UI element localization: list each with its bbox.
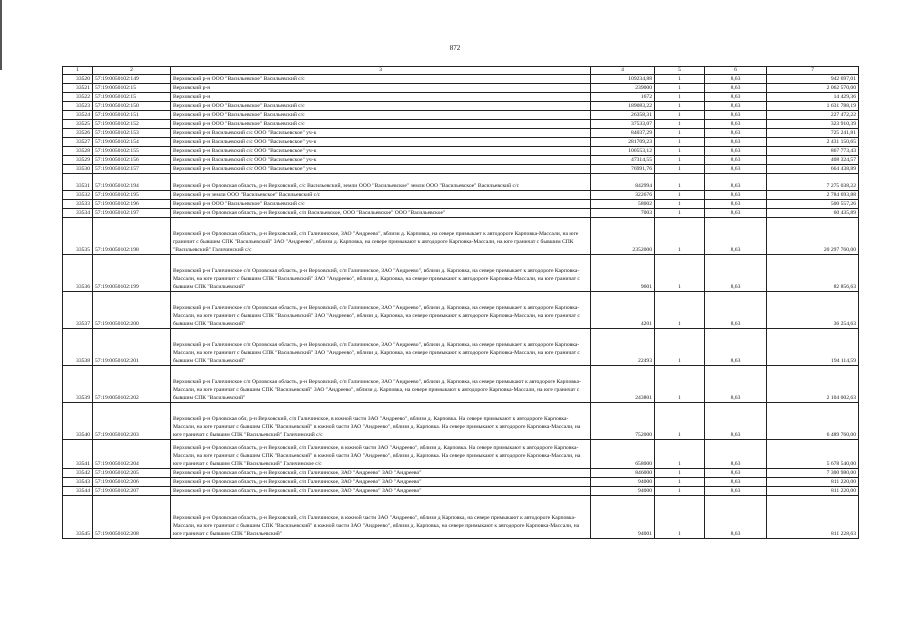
cadastral-value: 6 489 760,00 [767,403,859,440]
land-description: Верховский р-н Васильевский с/с ООО "Васильевское" уч-к [171,147,591,156]
table-row [63,156,859,165]
cadastral-value: 2 104 002,63 [767,366,859,403]
area-value: 94000 [591,478,655,487]
cadastral-number: 57:19:0050102:152 [93,120,171,129]
cadastral-value: 942 697,01 [767,75,859,84]
cadastral-number: 57:19:0050102:200 [93,292,171,329]
area-value: 94000 [591,487,655,496]
area-value: 100553,12 [591,147,655,156]
table-row [63,496,859,539]
table-row [63,138,859,147]
count-value: 1 [655,75,705,84]
land-description: Верховский р-н Васильевский с/с ООО "Васильевское" уч-к [171,165,591,174]
area-value: 1672 [591,93,655,102]
cadastral-number: 57:19:0050102:150 [93,102,171,111]
area-value: 322676 [591,191,655,200]
cadastral-number: 57:19:0050102:199 [93,255,171,292]
land-description: Верховский р-н Орловская область, р-н Верховский, с/п Галичинское, ЗАО "Андреево" ЗАО "Андреево" [171,478,591,487]
row-number: 33532 [63,191,93,200]
cadastral-value: 60 435,89 [767,209,859,218]
cadastral-value: 36 254,63 [767,292,859,329]
table-row [63,209,859,218]
rate-value: 8,63 [705,440,767,469]
page-number: 872 [449,44,461,52]
table-row [63,129,859,138]
rate-value: 8,63 [705,129,767,138]
rate-value: 8,63 [705,120,767,129]
column-number: 6 [705,67,767,75]
land-description: Верховский р-н Галичинское с/п Орловская область, р-н Верховский, с/п Галичинское, ЗАО "Андреево", вблизи д. Карповка, на севере примыкает к автодороге Карповка-Массали, на юге граничит с бывшим СПК "Васильевский" ЗАО "Андреево", вблизи д. Карповка, на севере примыкают к автодороге Карповка-Массали, на юге граничат с бывшим СПК "Васильевский" [171,255,591,292]
rate-value: 8,63 [705,366,767,403]
cadastral-number: 57:19:0050102:196 [93,200,171,209]
table-row [63,174,859,191]
row-number: 33526 [63,129,93,138]
table-row [63,111,859,120]
table-row [63,102,859,111]
column-number: 3 [171,67,591,75]
cadastral-number: 57:19:0050102:201 [93,329,171,366]
table-row [63,200,859,209]
land-description: Верховский р-н ООО "Васильевское" Васильевский с/с [171,120,591,129]
cadastral-number: 57:19:0050102:208 [93,496,171,539]
area-value: 9601 [591,255,655,292]
row-number: 33535 [63,218,93,255]
cadastral-value: 82 856,63 [767,255,859,292]
rate-value: 8,63 [705,218,767,255]
row-number: 33534 [63,209,93,218]
area-value: 37533,07 [591,120,655,129]
land-description: Верховский р-н Орловская область, р-н Верховский, с/п Васильевское, ООО "Васильевское" ООО "Васильевское" [171,209,591,218]
table-row [63,292,859,329]
row-number: 33543 [63,478,93,487]
cadastral-number: 57:19:0050102:203 [93,403,171,440]
land-description: Верховский р-н Галичинское с/п Орловская область, р-н Верховский, с/п Галичинское, ЗАО "Андреево", вблизи д. Карповка, на севере примыкает к автодороге Карповка-Массали, на юге граничит с бывшим СПК "Васильевский" ЗАО "Андреево", вблизи д. Карповка, на севере примыкают к автодороге Карповка-Массали, на юге граничат с бывшим СПК "Васильевский" [171,329,591,366]
table-row [63,120,859,129]
land-description: Верховский р-н Васильевский с/с ООО "Васильевское" уч-к [171,156,591,165]
cadastral-number: 57:19:0050102:205 [93,469,171,478]
row-number: 33520 [63,75,93,84]
cadastral-value: 408 324,57 [767,156,859,165]
cadastral-value: 664 438,89 [767,165,859,174]
rate-value: 8,63 [705,75,767,84]
area-value: 7003 [591,209,655,218]
land-registry-table [62,66,859,539]
row-number: 33528 [63,147,93,156]
area-value: 243801 [591,366,655,403]
row-number: 33536 [63,255,93,292]
table-row [63,255,859,292]
land-description: Верховский р-н Галичинское с/п Орловская область, р-н Верховский, с/п Галичинское, ЗАО "Андреево", вблизи д. Карповка, на севере примыкают к автодороге Карповка-Массали, на юге граничат с бывшим СПК "Васильевский" ЗАО "Андреево", вблизи д. Карповка, на севере примыкают к автодороге Карповка-Массали, на юге граничат с бывшим СПК "Васильевский" [171,366,591,403]
rate-value: 8,63 [705,165,767,174]
cadastral-value: 7 275 038,22 [767,174,859,191]
rate-value: 8,63 [705,93,767,102]
rate-value: 8,63 [705,111,767,120]
area-value: 239000 [591,84,655,93]
count-value: 1 [655,191,705,200]
rate-value: 8,63 [705,147,767,156]
column-number-row [63,67,859,75]
count-value: 1 [655,138,705,147]
land-description: Верховский р-н Орловская область, р-н Верховский, с/п Галичинское, ЗАО "Андреево" ЗАО "Андреево" [171,487,591,496]
land-description: Верховский р-н Орловская область, р-н Верховский, с/п Галичинское, в южной части ЗАО "Андреево", вблизи д Карповка, на севере примыкают к автодороге Карповка-Массали, на юге граничат с бывшим СПК "Васильевский" в южной части ЗАО "Андреево", вблизи д. Карповка, на севере примыкают к автодороге Карповка-Массали, на юге граничат с бывшим СПК "Васильевский" [171,496,591,539]
table-row [63,84,859,93]
rate-value: 8,63 [705,469,767,478]
cadastral-number: 57:19:0050102:194 [93,174,171,191]
count-value: 1 [655,478,705,487]
count-value: 1 [655,147,705,156]
rate-value: 8,63 [705,156,767,165]
area-value: 2352000 [591,218,655,255]
cadastral-value: 194 114,59 [767,329,859,366]
table-row [63,478,859,487]
binding-edge-mark [0,0,2,70]
rate-value: 8,63 [705,102,767,111]
count-value: 1 [655,440,705,469]
cadastral-value: 2 784 693,88 [767,191,859,200]
row-number: 33531 [63,174,93,191]
count-value: 1 [655,174,705,191]
land-description: Верховский р-н Орловская обл, р-н Верховский, с/п Галичинское, в южной части ЗАО "Андреево", вблизи д. Карповка. На севере примыкают к автодороге Карповка-Массали, на юге граничат с бывшим СПК "Васильевский" в южной части ЗАО "Андреево", вблизи д. Карповка. На севере примыкают к автодороге Карповка-Массали, на юге граничат с бывшим СПК "Васильевский" Галичинский с/с [171,403,591,440]
column-number: 5 [655,67,705,75]
area-value: 281709,23 [591,138,655,147]
cadastral-number: 57:19:0050102:149 [93,75,171,84]
cadastral-number: 57:19:0050102:154 [93,138,171,147]
area-value: 189083,22 [591,102,655,111]
rate-value: 8,63 [705,478,767,487]
rate-value: 8,63 [705,200,767,209]
area-value: 842994 [591,174,655,191]
cadastral-value: 811 220,00 [767,478,859,487]
land-description: Верховский р-н ООО "Васильевское" Васильевский с/с [171,111,591,120]
area-value: 47314,55 [591,156,655,165]
cadastral-number: 57:19:0050102:155 [93,147,171,156]
rate-value: 8,63 [705,292,767,329]
land-description: Верховский р-н Орловская область, р-н Верховский, с/с Васильевский, земли ООО "Васильевское" земли ООО "Васильевское" Васильевский с/с [171,174,591,191]
cadastral-number: 57:19:0050102:195 [93,191,171,200]
rate-value: 8,63 [705,255,767,292]
count-value: 1 [655,292,705,329]
count-value: 1 [655,156,705,165]
land-description: Верховский р-н Галичинское с/п Орловская область, р-н Верховский, с/п Галичинское, ЗАО "Андреево", вблизи д. Карповка, на севере примыкает к автодороге Карповка-Массали, на юге граничит с бывшим СПК "Васильевский" ЗАО "Андреево", вблизи д. Карповка, на севере примыкают к автодороге Карповка-Массали, на юге граничат с бывшим СПК "Васильевский" [171,292,591,329]
count-value: 1 [655,165,705,174]
land-description: Верховский р-н ООО "Васильевское" Васильевский с/с [171,75,591,84]
cadastral-number: 57:19:0050102:207 [93,487,171,496]
count-value: 1 [655,469,705,478]
row-number: 33530 [63,165,93,174]
column-number: 2 [93,67,171,75]
rate-value: 8,63 [705,84,767,93]
row-number: 33545 [63,496,93,539]
cadastral-value: 1 631 788,19 [767,102,859,111]
rate-value: 8,63 [705,403,767,440]
table-row [63,147,859,156]
table-row [63,440,859,469]
count-value: 1 [655,200,705,209]
cadastral-number: 57:19:0050102:15 [93,84,171,93]
column-number: 1 [63,67,93,75]
row-number: 33544 [63,487,93,496]
column-number: 7 [767,67,859,75]
cadastral-value: 500 557,26 [767,200,859,209]
row-number: 33537 [63,292,93,329]
row-number: 33541 [63,440,93,469]
cadastral-value: 811 220,00 [767,487,859,496]
count-value: 1 [655,93,705,102]
row-number: 33527 [63,138,93,147]
row-number: 33542 [63,469,93,478]
land-description: Верховский р-н ООО "Васильевское" Васильевский с/с [171,200,591,209]
cadastral-value: 867 773,43 [767,147,859,156]
count-value: 1 [655,255,705,292]
row-number: 33529 [63,156,93,165]
land-description: Верховский р-н [171,84,591,93]
cadastral-number: 57:19:0050102:204 [93,440,171,469]
cadastral-number: 57:19:0050102:153 [93,129,171,138]
rate-value: 8,63 [705,174,767,191]
cadastral-value: 5 678 540,00 [767,440,859,469]
row-number: 33533 [63,200,93,209]
table-row [63,218,859,255]
land-description: Верховский р-н ООО "Васильевское" Васильевский с/с [171,102,591,111]
area-value: 752000 [591,403,655,440]
row-number: 33523 [63,102,93,111]
cadastral-value: 323 910,39 [767,120,859,129]
count-value: 1 [655,487,705,496]
area-value: 26358,31 [591,111,655,120]
count-value: 1 [655,366,705,403]
area-value: 22493 [591,329,655,366]
count-value: 1 [655,403,705,440]
area-value: 84037,29 [591,129,655,138]
rate-value: 8,63 [705,496,767,539]
land-description: Верховский р-н Орловская область, р-н Верховский, с/п Галичинское, в южной части ЗАО "Андреево", вблизи д. Карповка. На севере примыкают к автодороге Карповка-Массали, на юге граничат с бывшим СПК "Васильевский" в южной части ЗАО "Андреево", вблизи д. Карповка. На севере примыкают к автодороге Карповка-Массали, на юге граничат с бывшим СПК "Васильевский" Галичинское с/с [171,440,591,469]
table-row [63,366,859,403]
count-value: 1 [655,84,705,93]
count-value: 1 [655,102,705,111]
count-value: 1 [655,329,705,366]
land-description: Верховский р-н [171,93,591,102]
table-row [63,75,859,84]
area-value: 4201 [591,292,655,329]
cadastral-value: 7 300 980,00 [767,469,859,478]
cadastral-value: 227 472,22 [767,111,859,120]
row-number: 33540 [63,403,93,440]
rate-value: 8,63 [705,487,767,496]
cadastral-value: 2 062 570,00 [767,84,859,93]
cadastral-value: 2 431 150,65 [767,138,859,147]
row-number: 33538 [63,329,93,366]
count-value: 1 [655,218,705,255]
land-description: Верховский р-н земли ООО "Васильевское" Васильевский с/с [171,191,591,200]
cadastral-value: 20 297 760,00 [767,218,859,255]
count-value: 1 [655,111,705,120]
count-value: 1 [655,129,705,138]
land-description: Верховский р-н Орловская область, р-н Верховский, с/п Галичинское, ЗАО "Андреево" ЗАО "Андреево" [171,469,591,478]
area-value: 58002 [591,200,655,209]
land-description: Верховский р-н Васильевский с/с ООО "Васильевское" уч-к [171,129,591,138]
table-row [63,165,859,174]
land-description: Верховский р-н Орловская область, р-н Верховский, с/п Галичинское, ЗАО "Андреево", вблизи д. Карповка, на севере примыкает к автодороге Карповка-Массали, на юге граничит с бывшим СПК "Васильевский" ЗАО "Андреево", вблизи д. Карповка, на севере примыкают к автодороге Карповка-Массали, на юге граничат с бывшим СПК "Васильевский" Галичинский с/с [171,218,591,255]
column-number: 4 [591,67,655,75]
rate-value: 8,63 [705,329,767,366]
cadastral-number: 57:19:0050102:202 [93,366,171,403]
area-value: 658000 [591,440,655,469]
table-row [63,329,859,366]
rate-value: 8,63 [705,191,767,200]
cadastral-value: 725 241,81 [767,129,859,138]
rate-value: 8,63 [705,209,767,218]
cadastral-number: 57:19:0050102:157 [93,165,171,174]
count-value: 1 [655,209,705,218]
land-description: Верховский р-н Васильевский с/с ООО "Васильевское" уч-к [171,138,591,147]
table-row [63,487,859,496]
cadastral-number: 57:19:0050102:197 [93,209,171,218]
table-row [63,93,859,102]
area-value: 94001 [591,496,655,539]
row-number: 33539 [63,366,93,403]
cadastral-number: 57:19:0050102:15 [93,93,171,102]
cadastral-value: 14 429,36 [767,93,859,102]
cadastral-number: 57:19:0050102:151 [93,111,171,120]
table-row [63,191,859,200]
cadastral-number: 57:19:0050102:206 [93,478,171,487]
row-number: 33524 [63,111,93,120]
row-number: 33522 [63,93,93,102]
cadastral-number: 57:19:0050102:198 [93,218,171,255]
row-number: 33521 [63,84,93,93]
cadastral-number: 57:19:0050102:156 [93,156,171,165]
count-value: 1 [655,496,705,539]
rate-value: 8,63 [705,138,767,147]
area-value: 846000 [591,469,655,478]
count-value: 1 [655,120,705,129]
area-value: 76991,76 [591,165,655,174]
cadastral-value: 811 228,63 [767,496,859,539]
table-row [63,403,859,440]
table-row [63,469,859,478]
row-number: 33525 [63,120,93,129]
area-value: 109234,88 [591,75,655,84]
